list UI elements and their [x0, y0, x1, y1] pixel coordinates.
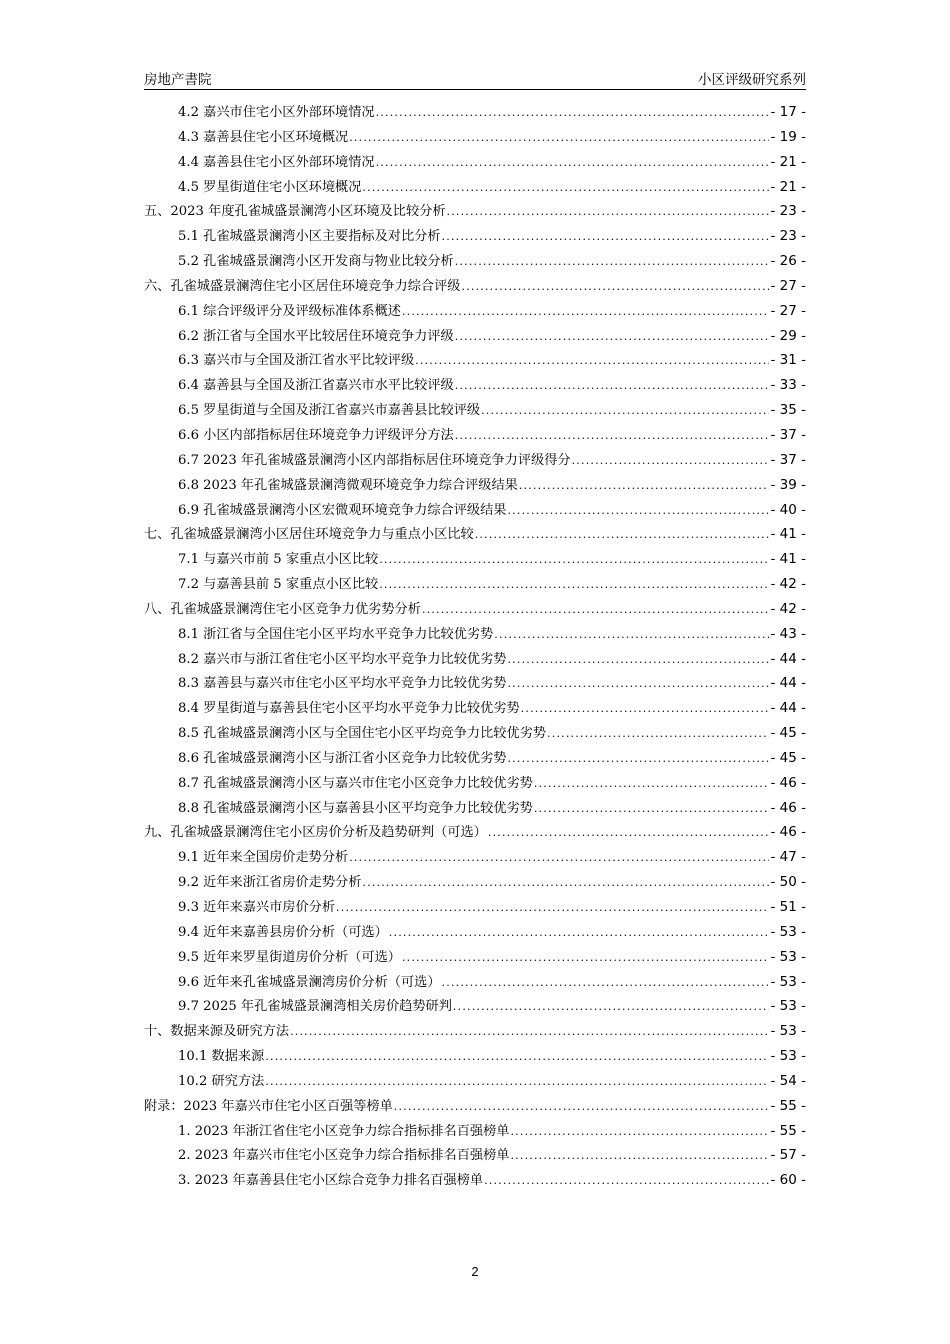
toc-section-entry[interactable] [144, 1119, 806, 1144]
toc-dot-leader [494, 623, 769, 648]
toc-chapter-entry[interactable] [144, 274, 806, 299]
toc-section-entry[interactable] [144, 348, 806, 373]
toc-dot-leader [379, 573, 769, 598]
toc-dot-leader [394, 1095, 770, 1120]
toc-section-entry[interactable] [144, 622, 806, 647]
toc-entry-page: - 41 - [770, 551, 806, 568]
toc-chapter-entry[interactable] [144, 597, 806, 622]
toc-entry-page: - 27 - [770, 302, 806, 319]
toc-entry-title: 十、数据来源及研究方法 [144, 1024, 290, 1040]
toc-entry-title: 6.8 2023 年孔雀城盛景澜湾微观环境竞争力综合评级结果 [178, 477, 518, 493]
toc-entry-title: 9.4 近年来嘉善县房价分析（可选） [178, 924, 388, 940]
toc-entry-page: - 51 - [770, 899, 806, 915]
toc-dot-leader [475, 523, 770, 548]
toc-section-entry[interactable] [144, 696, 806, 721]
toc-entry-title: 6.4 嘉善县与全国及浙江省嘉兴市水平比较评级 [178, 378, 454, 394]
toc-dot-leader [534, 797, 770, 822]
toc-section-entry[interactable] [144, 473, 806, 498]
toc-dot-leader [455, 325, 770, 350]
toc-entry-page: - 37 - [770, 426, 806, 443]
toc-entry-title: 9.3 近年来嘉兴市房价分析 [178, 900, 336, 915]
toc-section-entry[interactable] [144, 324, 806, 349]
toc-chapter-entry[interactable] [144, 522, 806, 547]
toc-dot-leader [507, 648, 769, 673]
toc-dot-leader [462, 275, 770, 300]
toc-dot-leader [362, 176, 769, 201]
toc-entry-page: - 23 - [770, 228, 806, 245]
toc-entry-title: 7.1 与嘉兴市前 5 家重点小区比较 [178, 552, 379, 568]
toc-dot-leader [572, 449, 770, 474]
toc-section-entry[interactable] [144, 970, 806, 995]
toc-dot-leader [442, 225, 770, 250]
toc-entry-page: - 35 - [770, 402, 806, 419]
toc-section-entry[interactable] [144, 771, 806, 796]
toc-entry-page: - 53 - [770, 948, 806, 965]
toc-entry-title: 4.4 嘉善县住宅小区外部环境情况 [178, 154, 375, 170]
toc-entry-page: - 29 - [770, 327, 806, 344]
toc-entry-title: 6.3 嘉兴市与全国及浙江省水平比较评级 [178, 353, 415, 369]
toc-section-entry[interactable] [144, 945, 806, 970]
toc-dot-leader [547, 722, 769, 747]
toc-entry-title: 3. 2023 年嘉善县住宅小区综合竞争力排名百强榜单 [178, 1173, 484, 1189]
toc-dot-leader [389, 921, 770, 946]
toc-entry-page: - 23 - [770, 203, 806, 220]
toc-section-entry[interactable] [144, 845, 806, 870]
toc-entry-page: - 21 - [770, 153, 806, 170]
toc-entry-title: 10.1 数据来源 [178, 1049, 265, 1065]
toc-section-entry[interactable] [144, 920, 806, 945]
toc-dot-leader [510, 1120, 769, 1145]
toc-dot-leader [265, 1070, 769, 1095]
toc-entry-title: 8.1 浙江省与全国住宅小区平均水平竞争力比较优劣势 [178, 626, 494, 642]
toc-section-entry[interactable] [144, 299, 806, 324]
toc-entry-title: 附录：2023 年嘉兴市住宅小区百强等榜单 [144, 1098, 393, 1114]
toc-entry-page: - 50 - [770, 874, 806, 891]
toc-dot-leader [488, 821, 770, 846]
toc-entry-page: - 21 - [770, 178, 806, 195]
toc-entry-title: 6.2 浙江省与全国水平比较居住环境竞争力评级 [178, 328, 454, 344]
page-number: 2 [471, 1264, 479, 1279]
toc-section-entry[interactable] [144, 448, 806, 473]
toc-section-entry[interactable] [144, 895, 806, 920]
toc-dot-leader [442, 971, 770, 996]
toc-dot-leader [521, 697, 770, 722]
toc-entry-title: 七、孔雀城盛景澜湾小区居住环境竞争力与重点小区比较 [144, 527, 474, 543]
toc-section-entry[interactable] [144, 547, 806, 572]
toc-dot-leader [455, 424, 770, 449]
toc-dot-leader [402, 946, 770, 971]
toc-entry-title: 9.6 近年来孔雀城盛景澜湾房价分析（可选） [178, 974, 441, 990]
toc-entry-title: 六、孔雀城盛景澜湾住宅小区居住环境竞争力综合评级 [144, 278, 461, 294]
toc-section-entry[interactable] [144, 1069, 806, 1094]
toc-entry-title: 八、孔雀城盛景澜湾住宅小区竞争力优劣势分析 [144, 601, 421, 617]
toc-dot-leader [349, 126, 769, 151]
toc-entry-title: 8.5 孔雀城盛景澜湾小区与全国住宅小区平均竞争力比较优劣势 [178, 726, 547, 742]
toc-section-entry[interactable] [144, 125, 806, 150]
toc-entry-page: - 53 - [770, 998, 806, 1015]
toc-entry-page: - 53 - [770, 1048, 806, 1065]
toc-dot-leader [507, 672, 769, 697]
toc-entry-title: 8.4 罗星街道与嘉善县住宅小区平均水平竞争力比较优劣势 [178, 701, 520, 717]
header-series-title: 小区评级研究系列 [698, 72, 806, 87]
toc-section-entry[interactable] [144, 1143, 806, 1168]
toc-section-entry[interactable] [144, 249, 806, 274]
toc-entry-page: - 47 - [770, 849, 806, 866]
toc-section-entry[interactable] [144, 572, 806, 597]
header-publisher: 房地产書院 [144, 72, 212, 87]
toc-dot-leader [376, 101, 770, 126]
toc-entry-page: - 54 - [770, 1072, 806, 1089]
toc-entry-page: - 42 - [770, 600, 806, 617]
toc-section-entry[interactable] [144, 671, 806, 696]
toc-entry-page: - 53 - [770, 923, 806, 940]
toc-dot-leader [415, 349, 769, 374]
toc-entry-title: 1. 2023 年浙江省住宅小区竞争力综合指标排名百强榜单 [178, 1123, 510, 1139]
toc-entry-title: 4.3 嘉善县住宅小区环境概况 [178, 129, 349, 145]
toc-entry-page: - 26 - [770, 253, 806, 270]
toc-entry-page: - 55 - [770, 1097, 806, 1114]
toc-entry-title: 5.2 孔雀城盛景澜湾小区开发商与物业比较分析 [178, 254, 454, 270]
toc-entry-page: - 45 - [770, 749, 806, 766]
toc-dot-leader [376, 151, 770, 176]
toc-dot-leader [510, 1144, 769, 1169]
toc-entry-page: - 17 - [770, 104, 806, 120]
toc-entry-page: - 42 - [770, 576, 806, 593]
toc-entry-title: 6.7 2023 年孔雀城盛景澜湾小区内部指标居住环境竞争力评级得分 [178, 452, 571, 468]
toc-entry-title: 8.7 孔雀城盛景澜湾小区与嘉兴市住宅小区竞争力比较优劣势 [178, 775, 533, 791]
toc-section-entry[interactable] [144, 498, 806, 523]
toc-section-entry[interactable] [144, 1044, 806, 1069]
toc-entry-page: - 44 - [770, 650, 806, 667]
toc-entry-page: - 60 - [770, 1172, 806, 1189]
toc-dot-leader [519, 474, 770, 499]
toc-entry-title: 10.2 研究方法 [178, 1073, 265, 1089]
toc-entry-page: - 57 - [770, 1147, 806, 1164]
toc-dot-leader [507, 747, 769, 772]
toc-section-entry[interactable] [144, 870, 806, 895]
toc-section-entry[interactable] [144, 224, 806, 249]
toc-entry-title: 九、孔雀城盛景澜湾住宅小区房价分析及趋势研判（可选） [144, 825, 487, 841]
toc-section-entry[interactable] [144, 721, 806, 746]
toc-dot-leader [422, 598, 770, 623]
toc-entry-title: 6.1 综合评级评分及评级标准体系概述 [178, 303, 401, 319]
toc-entry-page: - 46 - [770, 774, 806, 791]
toc-chapter-entry[interactable] [144, 199, 806, 224]
toc-entry-title: 6.6 小区内部指标居住环境竞争力评级评分方法 [178, 427, 454, 443]
toc-dot-leader [455, 374, 770, 399]
toc-dot-leader [349, 846, 769, 871]
toc-entry-page: - 31 - [770, 352, 806, 369]
toc-entry-page: - 19 - [770, 128, 806, 145]
toc-dot-leader [290, 1020, 769, 1045]
toc-entry-page: - 40 - [770, 501, 806, 518]
toc-entry-page: - 46 - [770, 824, 806, 841]
toc-dot-leader [455, 250, 770, 275]
toc-dot-leader [507, 499, 769, 524]
toc-dot-leader [336, 896, 769, 921]
toc-dot-leader [265, 1045, 769, 1070]
toc-entry-title: 4.2 嘉兴市住宅小区外部环境情况 [178, 105, 375, 120]
toc-section-entry[interactable] [144, 746, 806, 771]
toc-section-entry[interactable] [144, 150, 806, 175]
toc-entry-page: - 53 - [770, 973, 806, 990]
toc-entry-title: 6.9 孔雀城盛景澜湾小区宏微观环境竞争力综合评级结果 [178, 502, 507, 518]
toc-chapter-entry[interactable] [144, 1019, 806, 1044]
toc-entry-title: 7.2 与嘉善县前 5 家重点小区比较 [178, 577, 379, 593]
table-of-contents [144, 100, 806, 1193]
toc-dot-leader [379, 548, 769, 573]
toc-section-entry[interactable] [144, 647, 806, 672]
toc-dot-leader [534, 772, 770, 797]
toc-entry-page: - 37 - [770, 451, 806, 468]
toc-entry-page: - 41 - [770, 526, 806, 543]
toc-entry-title: 5.1 孔雀城盛景澜湾小区主要指标及对比分析 [178, 229, 441, 245]
toc-entry-page: - 33 - [770, 377, 806, 394]
toc-entry-title: 9.5 近年来罗星街道房价分析（可选） [178, 949, 401, 965]
toc-entry-page: - 53 - [770, 1023, 806, 1040]
toc-entry-title: 9.2 近年来浙江省房价走势分析 [178, 875, 362, 891]
toc-section-entry[interactable] [144, 175, 806, 200]
toc-dot-leader [481, 399, 769, 424]
toc-entry-title: 2. 2023 年嘉兴市住宅小区竞争力综合指标排名百强榜单 [178, 1148, 510, 1164]
toc-chapter-entry[interactable] [144, 820, 806, 845]
toc-entry-title: 4.5 罗星街道住宅小区环境概况 [178, 179, 362, 195]
toc-entry-title: 9.1 近年来全国房价走势分析 [178, 850, 349, 866]
toc-entry-page: - 39 - [770, 476, 806, 493]
toc-section-entry[interactable] [144, 796, 806, 821]
toc-section-entry[interactable] [144, 994, 806, 1019]
page-header [144, 68, 806, 90]
toc-entry-title: 8.6 孔雀城盛景澜湾小区与浙江省小区竞争力比较优劣势 [178, 750, 507, 766]
toc-entry-page: - 55 - [770, 1122, 806, 1139]
toc-chapter-entry[interactable] [144, 1094, 806, 1119]
toc-dot-leader [402, 300, 770, 325]
toc-dot-leader [362, 871, 769, 896]
toc-entry-page: - 46 - [770, 799, 806, 816]
toc-entry-title: 6.5 罗星街道与全国及浙江省嘉兴市嘉善县比较评级 [178, 403, 481, 419]
toc-dot-leader [447, 200, 770, 225]
toc-dot-leader [453, 995, 770, 1020]
toc-entry-title: 9.7 2025 年孔雀城盛景澜湾相关房价趋势研判 [178, 999, 452, 1015]
toc-entry-page: - 43 - [770, 625, 806, 642]
header-divider [144, 89, 806, 90]
toc-entry-title: 8.3 嘉善县与嘉兴市住宅小区平均水平竞争力比较优劣势 [178, 676, 507, 692]
toc-dot-leader [484, 1169, 769, 1194]
toc-entry-title: 8.2 嘉兴市与浙江省住宅小区平均水平竞争力比较优劣势 [178, 651, 507, 667]
toc-entry-title: 8.8 孔雀城盛景澜湾小区与嘉善县小区平均竞争力比较优劣势 [178, 800, 533, 816]
toc-entry-page: - 44 - [770, 675, 806, 692]
toc-section-entry[interactable] [144, 398, 806, 423]
toc-entry-title: 五、2023 年度孔雀城盛景澜湾小区环境及比较分析 [144, 204, 446, 220]
toc-entry-page: - 44 - [770, 700, 806, 717]
toc-section-entry[interactable] [144, 373, 806, 398]
toc-section-entry[interactable] [144, 100, 806, 125]
toc-section-entry[interactable] [144, 1168, 806, 1193]
toc-entry-page: - 45 - [770, 725, 806, 742]
toc-entry-page: - 27 - [770, 277, 806, 294]
toc-section-entry[interactable] [144, 423, 806, 448]
